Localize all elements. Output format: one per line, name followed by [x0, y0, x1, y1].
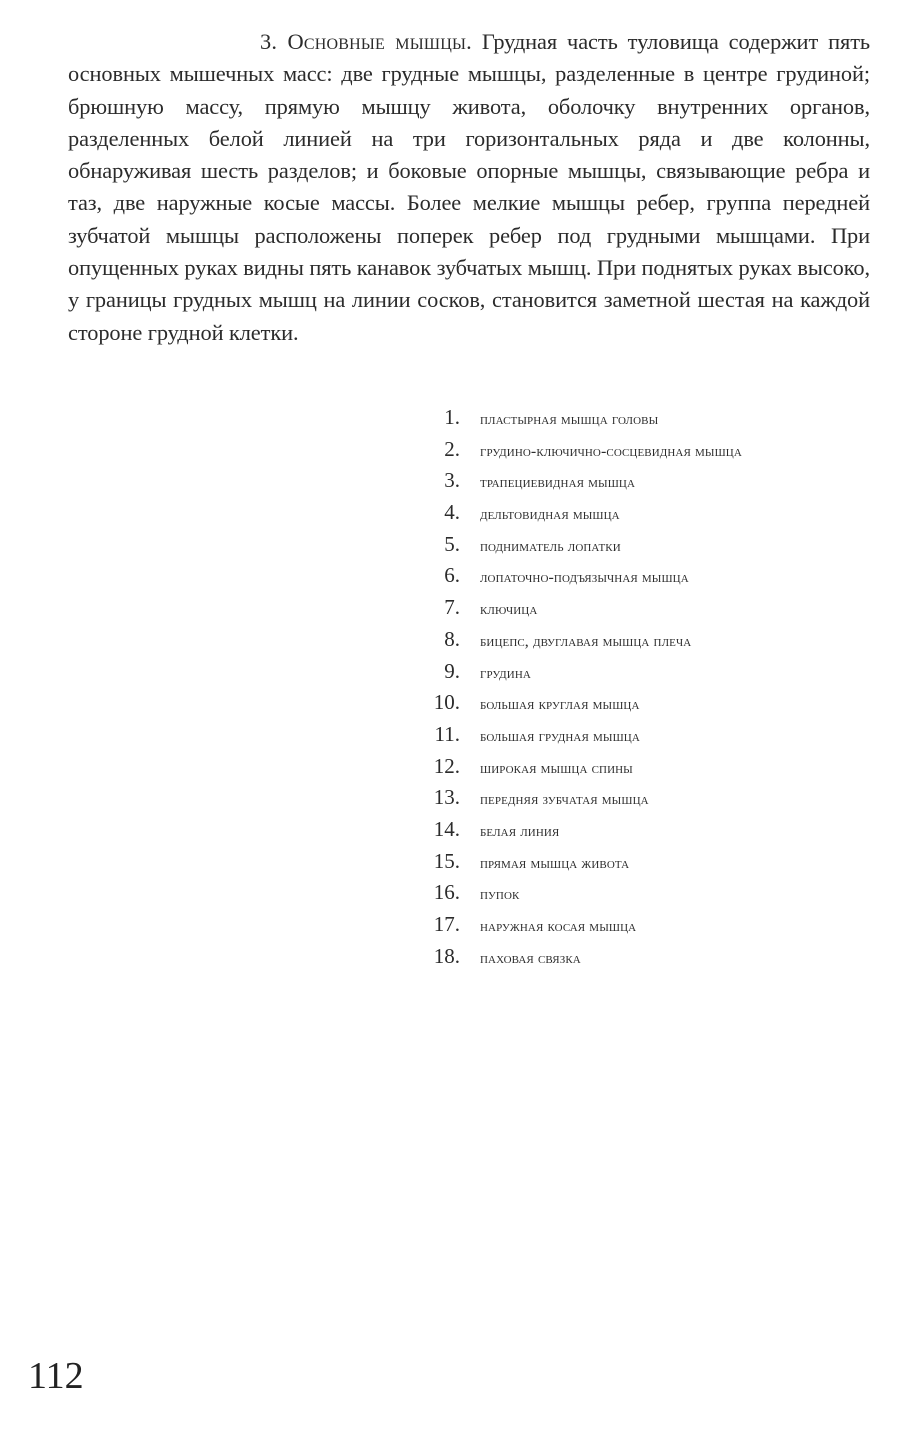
legend-number: 15.	[433, 848, 460, 873]
legend-number: 18.	[433, 943, 460, 968]
legend-number: 3.	[444, 468, 460, 493]
legend-number: 5.	[444, 531, 460, 556]
legend-number: 14.	[433, 816, 460, 841]
legend-item	[418, 785, 888, 817]
legend-item	[418, 722, 888, 754]
legend-label: пластырная мышца головы	[480, 411, 659, 428]
legend-item	[418, 500, 888, 532]
legend-label: грудино-ключично-сосцевидная мышца	[480, 442, 742, 460]
legend-number: 4.	[444, 500, 460, 525]
legend-number: 11.	[434, 721, 460, 746]
legend-label: передняя зубчатая мышца	[480, 791, 649, 809]
legend-item	[418, 468, 888, 500]
legend-item	[418, 405, 888, 437]
legend-label: широкая мышца спины	[480, 759, 633, 777]
legend-number: 10.	[433, 690, 460, 715]
legend-item	[418, 817, 888, 849]
body-paragraph	[68, 26, 870, 349]
legend-label: большая грудная мышца	[480, 727, 640, 745]
legend-label: грудина	[480, 664, 531, 682]
legend-item	[418, 849, 888, 881]
legend-number: 17.	[433, 912, 460, 936]
legend-label: трапециевидная мышца	[480, 474, 636, 492]
legend-item	[418, 563, 888, 595]
legend-label: большая круглая мышца	[480, 696, 640, 714]
section-heading: 3. Основные мышцы.	[260, 29, 472, 54]
legend-number: 12.	[433, 753, 460, 778]
legend-label: бицепс, двуглавая мышца плеча	[480, 632, 692, 650]
legend-number: 9.	[444, 658, 460, 683]
legend-item	[418, 659, 888, 691]
legend-item	[418, 595, 888, 627]
legend-number: 7.	[444, 595, 460, 620]
legend-label: ключица	[480, 601, 538, 619]
legend-item	[418, 944, 888, 976]
legend-label: паховая связка	[480, 949, 581, 967]
legend-item	[418, 690, 888, 722]
legend-number: 2.	[444, 436, 460, 461]
legend-item	[418, 532, 888, 564]
legend-item	[418, 754, 888, 786]
legend-item	[418, 880, 888, 912]
legend-item	[418, 437, 888, 469]
legend-label: дельтовидная мышца	[480, 506, 620, 524]
legend-number: 1.	[444, 405, 460, 429]
legend-label: лопаточно-подъязычная мышца	[480, 569, 689, 587]
legend-label: наружная косая мышца	[480, 918, 637, 935]
legend-number: 6.	[444, 563, 460, 588]
legend-item	[418, 627, 888, 659]
figure-legend	[418, 405, 888, 975]
legend-item	[418, 912, 888, 944]
legend-number: 13.	[433, 785, 460, 810]
paragraph-text: Грудная часть туловища содержит пять основных мышечных масс: две грудные мышцы, разделенные в центре грудиной; брюшную массу, прямую мышцу живота, оболочку внутренних органов, разделенных белой линией на три горизонтальных ряда и две колонны, обнаруживая шесть разделов; и боковые опорные мышцы, связывающие ребра и таз, две наружные косые массы. Более мелкие мышцы ребер, группа передней зубчатой мышцы расположены поперек ребер под грудными мышцами. При опущенных руках видны пять канавок зубчатых мышц. При поднятых руках высоко, у границы грудных мышц на линии сосков, становится заметной шестая на каждой стороне грудной клетки.	[68, 29, 870, 345]
legend-label: пупок	[480, 886, 520, 904]
legend-label: подниматель лопатки	[480, 537, 621, 555]
page-number: 112	[28, 1355, 84, 1397]
legend-number: 16.	[433, 880, 460, 905]
legend-label: прямая мышца живота	[480, 854, 630, 872]
legend-label: белая линия	[480, 822, 560, 840]
legend-number: 8.	[444, 626, 460, 651]
